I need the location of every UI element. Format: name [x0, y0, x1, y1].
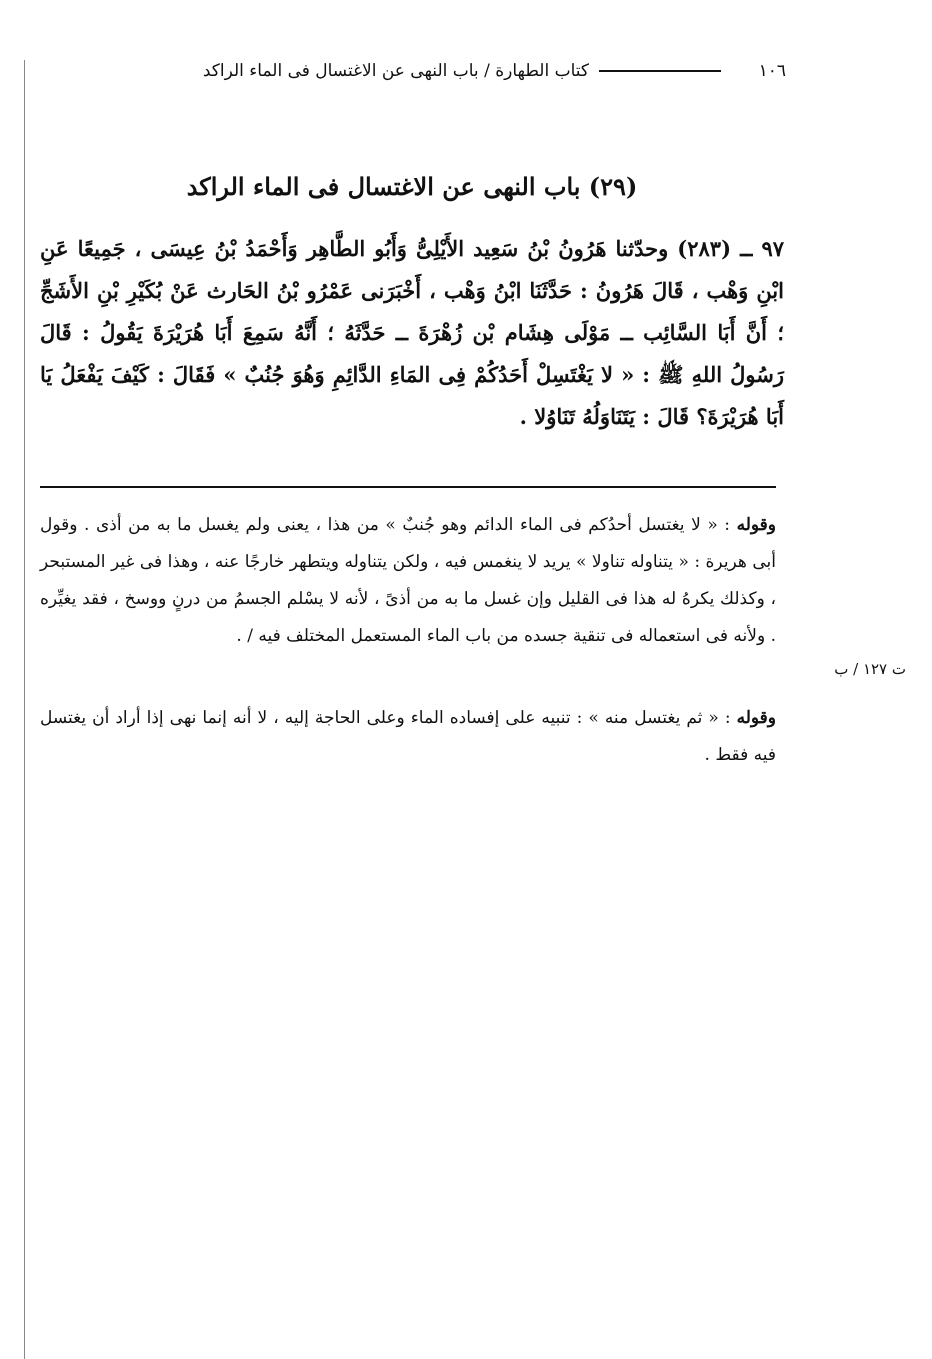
footnote-separator [40, 486, 776, 488]
page-number: ١٠٦ [758, 61, 786, 81]
hadith-text: ٩٧ ــ (٢٨٣) وحدّثنا هَرُونُ بْنُ سَعِيد الأَيْلِىُّ وَأَبُو الطَّاهِر وَأَحْمَدُ بْنُ عِيسَى ، جَمِيعًا عَنِ ابْنِ وَهْب ، قَالَ هَرُونُ : حَدَّثَنَا ابْنُ وَهْب ، أَخْبَرَنى عَمْرُو بْنُ الحَارث عَنْ بُكَيْرِ بْنِ الأَشَجِّ ؛ أَنَّ أَبَا السَّائِب ــ مَوْلَى هِشَام بْن زُهْرَةَ ــ حَدَّثَهُ ؛ أَنَّهُ سَمِعَ أَبَا هُرَيْرَةَ يَقُولُ : قَالَ رَسُولُ اللهِ ﷺ : « لا يَغْتَسِلْ أَحَدُكُمْ فِى المَاءِ الدَّائِمِ وَهُوَ جُنُبٌ » فَقَالَ : كَيْفَ يَفْعَلُ يَا أَبَا هُرَيْرَةَ؟ قَالَ : يَتَنَاوَلُهُ تَنَاوُلا . [40, 236, 785, 429]
commentary-lead: وقوله [736, 515, 776, 535]
commentary-body: : « ثم يغتسل منه » : تنبيه على إفساده الماء وعلى الحاجة إليه ، لا أنه إنما نهى إذا أراد أن يغتسل فيه فقط . [40, 708, 776, 765]
page-binding-edge [24, 60, 25, 1359]
chapter-title: (٢٩) باب النهى عن الاغتسال فى الماء الراكد [186, 172, 638, 201]
commentary-lead: وقوله [736, 708, 776, 728]
running-title: كتاب الطهارة / باب النهى عن الاغتسال فى الماء الراكد [202, 61, 589, 81]
commentary-paragraph [40, 700, 776, 774]
header-rule [599, 70, 721, 72]
commentary-body: : « لا يغتسل أحدُكم فى الماء الدائم وهو جُنبٌ » من هذا ، يعنى ولم يغسل ما به من أذى . وقول أبى هريرة : « يتناوله تناولا » يريد لا ينغمس فيه ، ولكن يتناوله ويتطهر خارجًا عنه ، وهذا فى غير المستبحر ، وكذلك يكرهُ له هذا فى القليل وإن غسل ما به من أذىً ، لأنه لا يسْلم الجسمُ من درنٍ ووسخ ، فقد يغيِّره . ولأنه فى استعماله فى تنقية جسده من باب الماء المستعمل المختلف فيه / . [40, 515, 776, 646]
commentary-paragraph [40, 507, 776, 655]
margin-manuscript-reference: ت ١٢٧ / ب [834, 660, 906, 678]
running-header [38, 56, 786, 86]
